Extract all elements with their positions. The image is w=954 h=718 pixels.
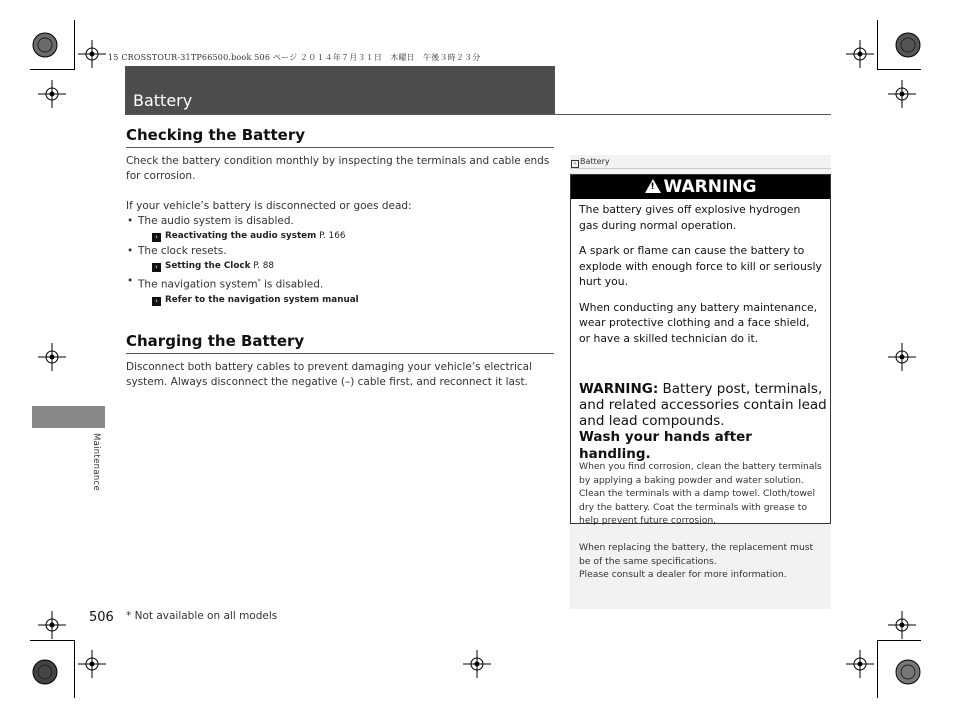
color-registration-disc-icon bbox=[895, 659, 921, 685]
lead-warning bbox=[579, 381, 827, 463]
cross-reference-link[interactable] bbox=[152, 229, 554, 244]
section-tab bbox=[32, 406, 105, 428]
registration-target-icon bbox=[846, 40, 874, 68]
checking-heading: Checking the Battery bbox=[126, 126, 554, 148]
cross-reference-link[interactable] bbox=[152, 293, 554, 308]
crop-mark bbox=[877, 640, 921, 641]
ref-page: P. 166 bbox=[319, 231, 346, 241]
lead-warning-label: WARNING: bbox=[579, 381, 659, 397]
crop-mark bbox=[30, 640, 74, 641]
arrow-right-icon: › bbox=[152, 263, 161, 272]
warning-paragraph: The battery gives off explosive hydrogen gas during normal operation. bbox=[579, 203, 801, 232]
checking-intro: Check the battery condition monthly by inspecting the terminals and cable ends for corrosion. bbox=[126, 155, 550, 182]
arrow-right-icon: › bbox=[152, 233, 161, 242]
ref-title: Refer to the navigation system manual bbox=[165, 294, 359, 305]
title-rule bbox=[125, 114, 831, 115]
warning-triangle-icon: ! bbox=[645, 179, 661, 193]
color-registration-disc-icon bbox=[895, 32, 921, 58]
crop-mark bbox=[877, 20, 878, 70]
ref-title: Setting the Clock bbox=[165, 261, 251, 271]
warning-paragraph: When conducting any battery maintenance, wear protective clothing and a face shield, or have a skilled technician do it. bbox=[579, 300, 818, 345]
cross-reference-link[interactable] bbox=[152, 259, 554, 274]
list-item bbox=[126, 274, 554, 308]
crop-mark bbox=[877, 640, 878, 698]
color-registration-disc-icon bbox=[32, 32, 58, 58]
crop-mark bbox=[30, 69, 74, 70]
list-item bbox=[126, 214, 554, 244]
registration-target-icon bbox=[38, 80, 66, 108]
registration-target-icon bbox=[888, 343, 916, 371]
list-item-text: The audio system is disabled. bbox=[138, 215, 294, 227]
replacement-note: When replacing the battery, the replacement must be of the same specifications. bbox=[579, 542, 814, 567]
footnote-asterisk: * bbox=[257, 278, 261, 285]
list-item bbox=[126, 244, 554, 274]
consequence-list bbox=[126, 214, 554, 308]
lead-warning-instruction: Wash your hands after handling. bbox=[579, 429, 752, 462]
registration-target-icon bbox=[38, 611, 66, 639]
print-header: 15 CROSSTOUR-31TP66500.book 506 ページ ２０１４年７月３１日 木曜日 午後３時２３分 bbox=[108, 53, 481, 62]
color-registration-disc-icon bbox=[32, 659, 58, 685]
note-marker-icon: › bbox=[571, 160, 579, 168]
dealer-note: Please consult a dealer for more information. bbox=[579, 569, 787, 580]
page-title: Battery bbox=[133, 91, 193, 110]
registration-target-icon bbox=[888, 611, 916, 639]
crop-mark bbox=[877, 69, 921, 70]
ref-title: Reactivating the audio system bbox=[165, 231, 317, 241]
registration-target-icon bbox=[846, 650, 874, 678]
page-title-bar bbox=[125, 66, 555, 114]
registration-target-icon bbox=[888, 80, 916, 108]
crop-mark bbox=[74, 640, 75, 698]
section-label: Maintenance bbox=[91, 433, 101, 492]
list-item-text: The navigation system bbox=[138, 278, 258, 291]
warning-title: WARNING bbox=[663, 177, 757, 197]
registration-target-icon bbox=[78, 40, 106, 68]
warning-paragraph: A spark or flame can cause the battery to explode with enough force to kill or seriously hurt you. bbox=[579, 244, 822, 288]
list-item-text: The clock resets. bbox=[138, 245, 227, 257]
registration-target-icon bbox=[38, 343, 66, 371]
list-item-text-suffix: is disabled. bbox=[260, 278, 324, 291]
footnote: * Not available on all models bbox=[126, 610, 278, 622]
crop-mark bbox=[74, 20, 75, 70]
warning-header bbox=[571, 175, 830, 199]
registration-target-icon bbox=[463, 650, 491, 678]
notes-sidebar bbox=[570, 155, 831, 609]
arrow-right-icon: › bbox=[152, 297, 161, 306]
charging-text: Disconnect both battery cables to prevent damaging your vehicle’s electrical system. Always disconnect the negative (–) cable first, and reconnect it last. bbox=[126, 360, 533, 388]
page-number: 506 bbox=[89, 610, 114, 625]
notes-header-label: Battery bbox=[580, 157, 610, 166]
ref-page: P. 88 bbox=[253, 261, 274, 271]
charging-heading: Charging the Battery bbox=[126, 332, 554, 354]
registration-target-icon bbox=[78, 650, 106, 678]
notes-header bbox=[570, 155, 831, 169]
corrosion-note: When you find corrosion, clean the battery terminals by applying a baking powder and water solution. Clean the terminals with a damp towel. Cloth/towel dry the battery. Coat the terminals with grease to help prevent future corrosion. bbox=[579, 461, 822, 526]
lead-warning-text: Battery post, terminals, and related accessories contain lead and lead compounds. bbox=[579, 381, 827, 429]
disconnect-lead: If your vehicle’s battery is disconnected or goes dead: bbox=[126, 200, 412, 212]
main-column bbox=[126, 126, 554, 390]
